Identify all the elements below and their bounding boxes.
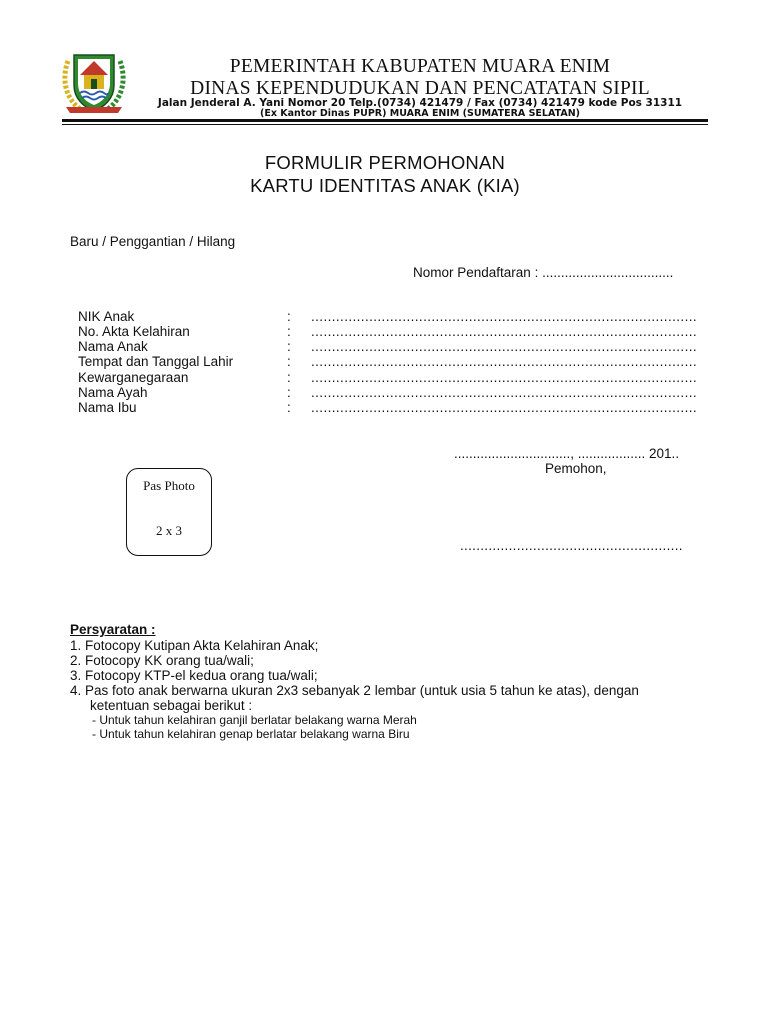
field-label-ttl: Tempat dan Tanggal Lahir [78,354,234,369]
field-colon: : [287,385,291,400]
pas-photo-box [126,468,212,556]
requirement-item-continuation: ketentuan sebagai berikut : [90,698,253,713]
header-divider-thin [62,124,708,125]
field-blank-nik[interactable]: ............................................................................................. [311,309,698,324]
field-colon: : [287,309,291,324]
field-blank-ttl[interactable]: ............................................................................................. [311,354,698,369]
header-department: DINAS KEPENDUDUKAN DAN PENCATATAN SIPIL [190,78,650,99]
field-blank-nama-anak[interactable]: ............................................................................................. [311,339,698,354]
requirement-sub-item: - Untuk tahun kelahiran genap berlatar belakang warna Biru [92,727,410,741]
requirements-title: Persyaratan : [70,622,156,637]
field-blank-nama-ibu[interactable]: ............................................................................................. [311,400,698,415]
header-note: (Ex Kantor Dinas PUPR) MUARA ENIM (SUMATERA SELATAN) [260,108,580,119]
registration-number: Nomor Pendaftaran : ................................... [413,265,674,280]
field-label-kewarganegaraan: Kewarganegaraan [78,370,189,385]
requirement-item: 3. Fotocopy KTP-el kedua orang tua/wali; [70,668,318,683]
field-blank-kewarganegaraan[interactable]: ............................................................................................. [311,370,698,385]
requirement-item: 4. Pas foto anak berwarna ukuran 2x3 sebanyak 2 lembar (untuk usia 5 tahun ke atas), dengan [70,683,639,698]
field-label-nama-anak: Nama Anak [78,339,148,354]
signature-line[interactable]: ....................................................... [460,538,683,553]
field-colon: : [287,354,291,369]
field-label-nama-ibu: Nama Ibu [78,400,137,415]
application-type: Baru / Penggantian / Hilang [70,234,236,249]
header-address: Jalan Jenderal A. Yani Nomor 20 Telp.(0734) 421479 / Fax (0734) 421479 kode Pos 31311 [157,97,683,109]
field-label-nik: NIK Anak [78,309,135,324]
requirement-sub-item: - Untuk tahun kelahiran ganjil berlatar belakang warna Merah [92,713,417,727]
requirement-item: 2. Fotocopy KK orang tua/wali; [70,653,254,668]
place-date-line[interactable]: ..............................., .................. 201.. [454,446,680,461]
field-blank-nama-ayah[interactable]: ............................................................................................. [311,385,698,400]
applicant-label: Pemohon, [545,461,607,476]
field-colon: : [287,370,291,385]
form-title-line2: KARTU IDENTITAS ANAK (KIA) [250,175,520,196]
header-government: PEMERINTAH KABUPATEN MUARA ENIM [229,56,611,77]
field-label-nama-ayah: Nama Ayah [78,385,148,400]
field-colon: : [287,339,291,354]
field-blank-akta[interactable]: ............................................................................................. [311,324,698,339]
photo-label: Pas Photo [143,478,195,493]
requirement-item: 1. Fotocopy Kutipan Akta Kelahiran Anak; [70,638,319,653]
regency-logo-emblem [60,47,128,115]
field-label-akta: No. Akta Kelahiran [78,324,190,339]
header-divider-thick [62,119,708,122]
emblem-icon [60,47,128,115]
field-colon: : [287,400,291,415]
field-colon: : [287,324,291,339]
form-title-line1: FORMULIR PERMOHONAN [264,152,506,173]
photo-size: 2 x 3 [156,523,182,538]
